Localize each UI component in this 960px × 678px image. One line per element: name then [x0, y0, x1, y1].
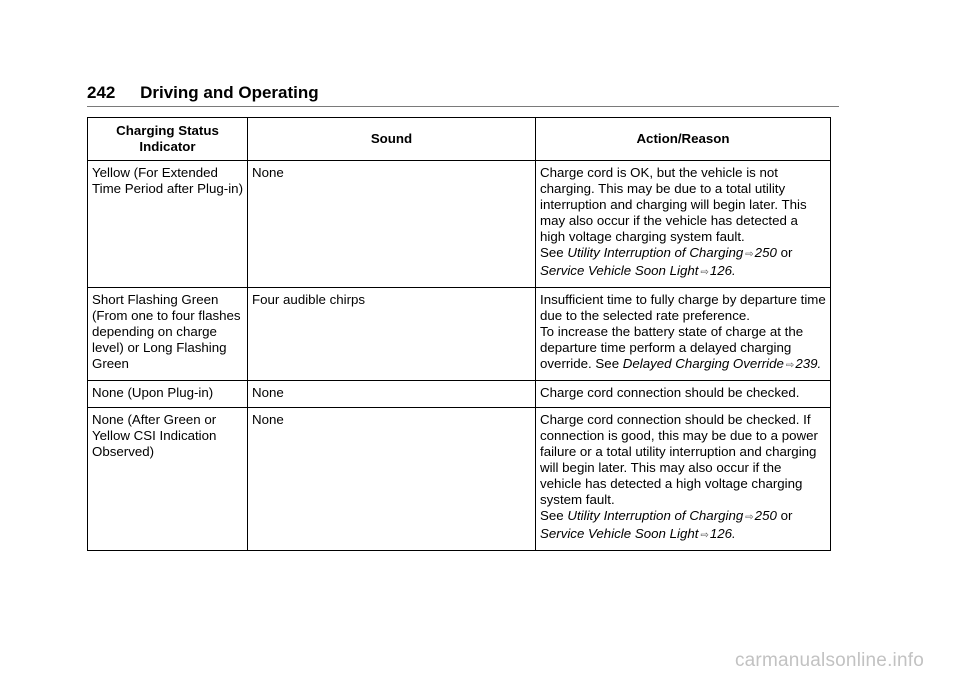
- indicator-cell: None (Upon Plug-in): [88, 381, 248, 408]
- reference-link[interactable]: Utility Interruption of Charging: [567, 245, 744, 260]
- reference-link[interactable]: Service Vehicle Soon Light: [540, 526, 699, 541]
- action-cell: [536, 408, 831, 551]
- action-text-2: To increase the battery state of charge at the departure time perform a delayed charging override. See: [540, 324, 804, 371]
- page-reference[interactable]: 126.: [709, 526, 736, 541]
- page-ref-arrow-icon: ⇨: [700, 267, 709, 278]
- column-header-indicator: Charging Status Indicator: [88, 118, 248, 161]
- action-text: Insufficient time to fully charge by departure time due to the selected rate preference.: [540, 292, 826, 323]
- indicator-cell: None (After Green or Yellow CSI Indication Observed): [88, 408, 248, 551]
- table-header-row: [88, 118, 831, 161]
- sound-cell: None: [248, 381, 536, 408]
- reference-link[interactable]: Utility Interruption of Charging: [567, 508, 744, 523]
- action-text: Charge cord connection should be checked. If connection is good, this may be due to a power failure or a total utility interruption and charging will begin later. This may also occur if the vehicle has detected a high voltage charging system fault.: [540, 412, 818, 507]
- page-header: [87, 82, 839, 107]
- action-text: Charge cord is OK, but the vehicle is not charging. This may be due to a total utility interruption and charging will begin later. This may also occur if the vehicle has detected a high voltage charging system fault.: [540, 165, 807, 244]
- see-prefix: See: [540, 245, 564, 260]
- section-title: Driving and Operating: [140, 83, 319, 102]
- page-ref-arrow-icon: ⇨: [745, 249, 754, 260]
- page-reference[interactable]: 126.: [709, 263, 736, 278]
- page-reference[interactable]: 250: [754, 245, 777, 260]
- column-header-action: Action/Reason: [536, 118, 831, 161]
- page-ref-arrow-icon: ⇨: [785, 360, 795, 371]
- page-number: 242: [87, 83, 116, 102]
- page-ref-arrow-icon: ⇨: [700, 530, 709, 541]
- reference-link[interactable]: Delayed Charging Override: [622, 356, 784, 371]
- reference-link[interactable]: Service Vehicle Soon Light: [540, 263, 699, 278]
- page-reference[interactable]: 250: [754, 508, 777, 523]
- column-header-sound: Sound: [248, 118, 536, 161]
- see-joiner: or: [780, 508, 793, 523]
- page-ref-arrow-icon: ⇨: [745, 512, 754, 523]
- sound-cell: Four audible chirps: [248, 288, 536, 381]
- table-row: [88, 408, 831, 551]
- charging-status-table: [87, 117, 831, 551]
- table-row: [88, 288, 831, 381]
- action-cell: Charge cord connection should be checked.: [536, 381, 831, 408]
- watermark: carmanualsonline.info: [734, 650, 924, 671]
- sound-cell: None: [248, 161, 536, 288]
- indicator-cell: Short Flashing Green (From one to four flashes depending on charge level) or Long Flashing Green: [88, 288, 248, 381]
- table-row: [88, 161, 831, 288]
- indicator-cell: Yellow (For Extended Time Period after Plug-in): [88, 161, 248, 288]
- page-reference[interactable]: 239.: [795, 356, 822, 371]
- action-cell: [536, 161, 831, 288]
- sound-cell: None: [248, 408, 536, 551]
- see-prefix: See: [540, 508, 564, 523]
- action-cell: [536, 288, 831, 381]
- see-joiner: or: [780, 245, 793, 260]
- table-row: [88, 381, 831, 408]
